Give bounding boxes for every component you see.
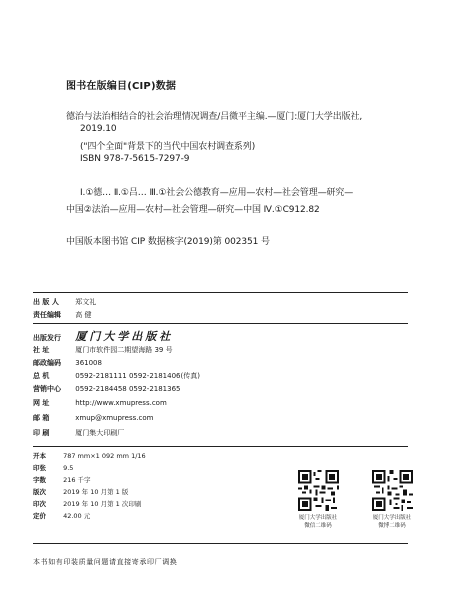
wechat-qr-code (298, 470, 339, 511)
price-value: 42.00 元 (63, 512, 91, 520)
cip-line-year: 2019.10 (80, 124, 117, 134)
edition-label: 版次 (33, 488, 46, 496)
postcode-row (33, 358, 102, 368)
format-value: 787 mm×1 092 mm 1/16 (63, 452, 146, 460)
publisher-person-label: 出 版 人 (33, 298, 59, 306)
editor-value: 高 健 (75, 311, 92, 319)
email-value: xmup@xmupress.com (75, 414, 154, 422)
marketing-value: 0592-2184458 0592-2181365 (75, 385, 181, 393)
cip-line-data-number: 中国版本图书馆 CIP 数据核字(2019)第 002351 号 (66, 237, 270, 247)
address-label: 社 址 (33, 346, 50, 354)
sheets-label: 印张 (33, 464, 46, 472)
publisher-label: 出版发行 (33, 334, 61, 342)
spec-row (33, 511, 90, 520)
printer-label: 印 刷 (33, 429, 50, 437)
wordcount-label: 字数 (33, 476, 46, 484)
postcode-value: 361008 (75, 359, 102, 367)
divider (33, 292, 408, 293)
format-label: 开本 (33, 452, 46, 460)
weibo-qr-caption-line2: 微博二维码 (378, 523, 406, 529)
divider (33, 446, 408, 447)
website-value: http://www.xmupress.com (75, 399, 167, 407)
wechat-qr-caption (288, 514, 348, 530)
editor-row (33, 310, 91, 320)
printing-label: 印次 (33, 500, 46, 508)
printer-value: 厦门集大印刷厂 (75, 429, 125, 437)
publisher-row (33, 328, 173, 344)
spec-row (33, 475, 91, 484)
cip-title: 图书在版编目(CIP)数据 (66, 81, 177, 92)
cip-line-title: 德治与法治相结合的社会治理情况调查/吕微平主编.—厦门:厦门大学出版社, (66, 112, 363, 122)
switchboard-row (33, 371, 200, 381)
marketing-label: 营销中心 (33, 385, 61, 393)
spec-row (33, 463, 73, 472)
cip-line-series: ("四个全面"背景下的当代中国农村调查系列) (80, 142, 256, 152)
printer-row (33, 428, 124, 438)
cip-line-subject-1: Ⅰ.①德… Ⅱ.①吕… Ⅲ.①社会公德教育—应用—农村—社会管理—研究— (80, 188, 354, 198)
email-label: 邮 箱 (33, 414, 50, 422)
divider (33, 543, 408, 544)
editor-label: 责任编辑 (33, 311, 61, 319)
publisher-logo: 厦门大学出版社 (75, 330, 174, 343)
quality-notice: 本书如有印装质量问题请直接寄承印厂调换 (33, 558, 178, 566)
website-label: 网 址 (33, 399, 50, 407)
address-value: 厦门市软件园二期望海路 39 号 (75, 346, 173, 354)
switchboard-label: 总 机 (33, 372, 50, 380)
sheets-value: 9.5 (63, 464, 74, 472)
cip-line-subject-2: 中国②法治—应用—农村—社会管理—研究—中国 Ⅳ.①C912.82 (66, 205, 320, 215)
marketing-row (33, 384, 181, 394)
switchboard-value: 0592-2181111 0592-2181406(传真) (75, 372, 200, 380)
spec-row (33, 451, 146, 460)
wechat-qr-caption-line1: 厦门大学出版社 (298, 515, 338, 521)
price-label: 定价 (33, 512, 46, 520)
wordcount-value: 216 千字 (63, 476, 91, 484)
weibo-qr-caption-line1: 厦门大学出版社 (372, 515, 412, 521)
spec-row (33, 499, 141, 508)
spec-row (33, 487, 128, 496)
weibo-qr-caption (362, 514, 422, 530)
wechat-qr-caption-line2: 微信二维码 (304, 523, 332, 529)
publisher-person-value: 郑文礼 (75, 298, 97, 306)
cip-line-isbn: ISBN 978-7-5615-7297-9 (80, 154, 190, 164)
printing-value: 2019 年 10 月第 1 次印刷 (63, 500, 142, 508)
weibo-qr-code (372, 470, 413, 511)
edition-value: 2019 年 10 月第 1 版 (63, 488, 129, 496)
address-row (33, 345, 173, 355)
publisher-person-row (33, 297, 96, 307)
divider (33, 323, 408, 324)
postcode-label: 邮政编码 (33, 359, 61, 367)
website-row (33, 398, 167, 408)
email-row (33, 413, 153, 423)
